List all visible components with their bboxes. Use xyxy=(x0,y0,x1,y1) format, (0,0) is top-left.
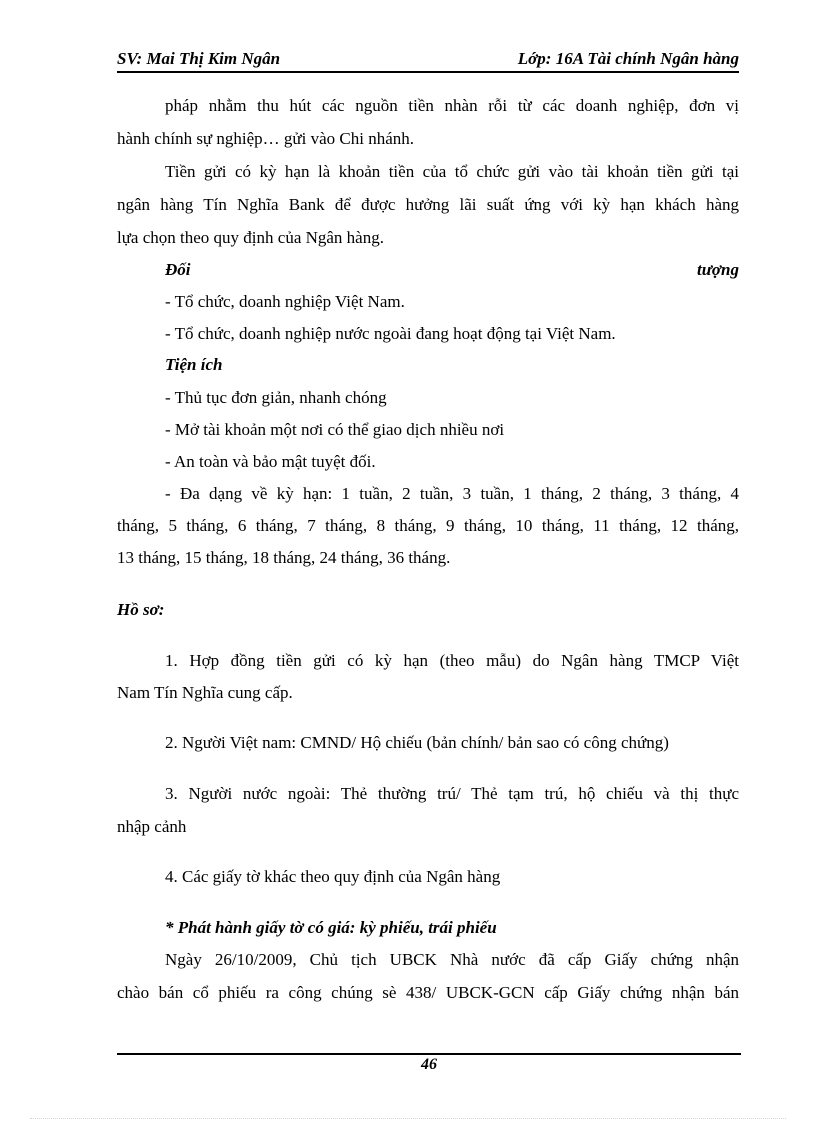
list-item: - Đa dạng về kỳ hạn: 1 tuần, 2 tuần, 3 tuần, 1 tháng, 2 tháng, 3 tháng, 4 xyxy=(165,484,739,503)
list-item: - Tổ chức, doanh nghiệp nước ngoài đang hoạt động tại Việt Nam. xyxy=(165,324,616,343)
heading-ho-so: Hồ sơ: xyxy=(117,600,165,619)
list-item: tháng, 5 tháng, 6 tháng, 7 tháng, 8 tháng, 9 tháng, 10 tháng, 11 tháng, 12 tháng, xyxy=(117,516,739,535)
list-item: - Thủ tục đơn giản, nhanh chóng xyxy=(165,388,387,407)
heading-phat-hanh: * Phát hành giấy tờ có giá: kỳ phiếu, trái phiếu xyxy=(165,918,497,937)
body-line: chào bán cổ phiếu ra công chúng sè 438/ UBCK-GCN cấp Giấy chứng nhận bán xyxy=(117,983,739,1002)
header-student-name: SV: Mai Thị Kim Ngân xyxy=(117,49,281,68)
heading-doi-tuong xyxy=(165,258,739,282)
header-class-name: Lớp: 16A Tài chính Ngân hàng xyxy=(517,49,739,68)
list-item: - An toàn và bảo mật tuyệt đối. xyxy=(165,452,376,471)
list-item: 4. Các giấy tờ khác theo quy định của Ngân hàng xyxy=(165,867,501,886)
list-item: 1. Hợp đồng tiền gửi có kỳ hạn (theo mẫu) do Ngân hàng TMCP Việt xyxy=(165,651,739,670)
list-item: 13 tháng, 15 tháng, 18 tháng, 24 tháng, 36 tháng. xyxy=(117,548,451,567)
body-line: ngân hàng Tín Nghĩa Bank để được hưởng lãi suất ứng với kỳ hạn khách hàng xyxy=(117,195,739,214)
page-number: 46 xyxy=(421,1056,437,1073)
body-line: lựa chọn theo quy định của Ngân hàng. xyxy=(117,228,384,247)
list-item: Nam Tín Nghĩa cung cấp. xyxy=(117,683,293,702)
body-line: pháp nhằm thu hút các nguồn tiền nhàn rỗi từ các doanh nghiệp, đơn vị xyxy=(165,96,739,115)
body-line: Ngày 26/10/2009, Chủ tịch UBCK Nhà nước đã cấp Giấy chứng nhận xyxy=(165,950,739,969)
page-edge-divider xyxy=(30,1118,786,1119)
heading-doi-tuong-left: Đối xyxy=(165,260,191,279)
page-header xyxy=(117,47,739,73)
heading-tien-ich: Tiện ích xyxy=(165,355,223,374)
heading-doi-tuong-right: tượng xyxy=(697,260,739,279)
list-item: 3. Người nước ngoài: Thẻ thường trú/ Thẻ tạm trú, hộ chiếu và thị thực xyxy=(165,784,739,803)
body-line: Tiền gửi có kỳ hạn là khoản tiền của tổ chức gửi vào tài khoản tiền gửi tại xyxy=(165,162,739,181)
list-item: nhập cảnh xyxy=(117,817,187,836)
body-line: hành chính sự nghiệp… gửi vào Chi nhánh. xyxy=(117,129,415,148)
list-item: 2. Người Việt nam: CMND/ Hộ chiếu (bản chính/ bản sao có công chứng) xyxy=(165,733,669,752)
list-item: - Mở tài khoản một nơi có thể giao dịch nhiều nơi xyxy=(165,420,505,439)
list-item: - Tổ chức, doanh nghiệp Việt Nam. xyxy=(165,292,405,311)
